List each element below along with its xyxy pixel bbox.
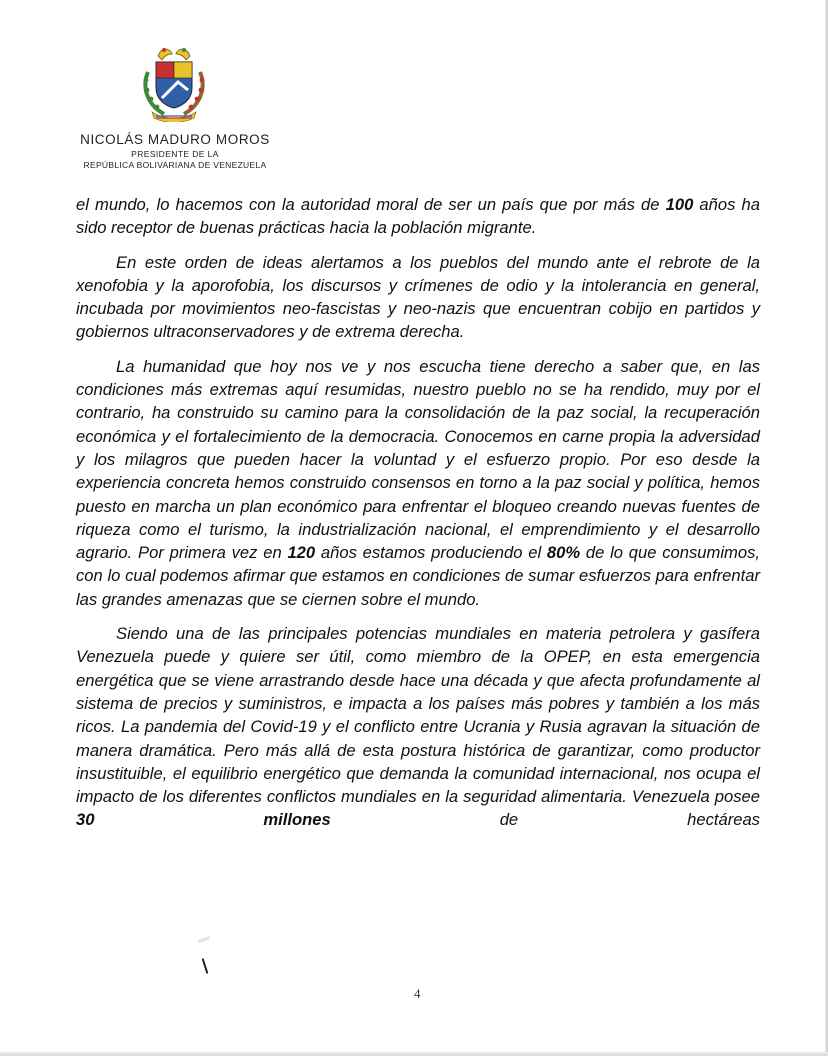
paragraph-text: de lo que consumimos, con lo cual podemos afirmar que estamos en condiciones de sumar esfuerzos para enfrentar las grandes amenazas que se ciernen sobre el mundo. [76, 543, 760, 609]
letterhead-name: NICOLÁS MADURO MOROS [80, 132, 270, 147]
pen-stroke-mark [202, 958, 209, 974]
letterhead-title-line2: REPÚBLICA BOLIVARIANA DE VENEZUELA [83, 160, 267, 170]
body-paragraph [76, 193, 760, 240]
paragraph-text: el mundo, lo hacemos con la autoridad moral de ser un país que por más de [76, 195, 666, 214]
coat-of-arms-icon [138, 42, 210, 122]
letterhead [60, 132, 290, 170]
document-body [76, 193, 760, 843]
emphasized-figure: 120 [287, 543, 316, 563]
paragraph-text: años ha sido receptor de buenas prácticas hacia la población migrante. [76, 195, 760, 238]
paragraph-text: de hectáreas [330, 810, 760, 830]
body-paragraph [76, 355, 760, 611]
body-paragraph [76, 622, 760, 832]
emphasized-figure: 80% [546, 543, 581, 563]
page-number: 4 [414, 986, 421, 1001]
paragraph-text: años estamos produciendo el [315, 543, 547, 563]
emphasized-figure: 100 [665, 195, 694, 214]
page-edge-bottom [0, 1052, 828, 1056]
letterhead-title-line1: PRESIDENTE DE LA [131, 149, 219, 159]
emphasized-figure: 30 millones [76, 810, 331, 830]
body-paragraph [76, 251, 760, 344]
paragraph-text: La humanidad que hoy nos ve y nos escucha tiene derecho a saber que, en las condiciones más extremas aquí resumidas, nuestro pueblo no se ha rendido, muy por el contrario, ha construido su camino para la consolidación de la paz social, la recuperación económica y el fortalecimiento de la democracia. Conocemos en carne propia la adversidad y los milagros que pueden hacer la voluntad y el esfuerzo propio. Por eso desde la experiencia concreta hemos construido consensos en torno a la paz social y política, hemos puesto en marcha un plan económico para enfrentar el bloqueo creando nuevas fuentes de riqueza como el turismo, la industrialización nacional, el emprendimiento y el desarrollo agrario. Por primera vez en [76, 356, 760, 563]
paragraph-text: En este orden de ideas alertamos a los pueblos del mundo ante el rebrote de la xenofobia y la aporofobia, los discursos y crímenes de odio y la intolerancia en general, incubada por movimientos neo-fascistas y neo-nazis que encuentran cobijo en partidos y gobiernos ultraconservadores y de extrema derecha. [76, 252, 760, 342]
paragraph-text: Siendo una de las principales potencias mundiales en materia petrolera y gasífera Venezuela puede y quiere ser útil, como miembro de la OPEP, en esta emergencia energética que se viene arrastrando desde hace una década y que afecta profundamente al sistema de precios y suministros, e impacta a los países más pobres y también a los más ricos. La pandemia del Covid-19 y el conflicto entre Ucrania y Rusia agravan la situación de manera dramática. Pero más allá de esta postura histórica de garantizar, como productor insustituible, el equilibrio energético que demanda la comunidad internacional, nos ocupa el impacto de los diferentes conflictos mundiales en la seguridad alimentaria. Venezuela posee [76, 624, 760, 807]
smudge-mark [198, 936, 210, 943]
